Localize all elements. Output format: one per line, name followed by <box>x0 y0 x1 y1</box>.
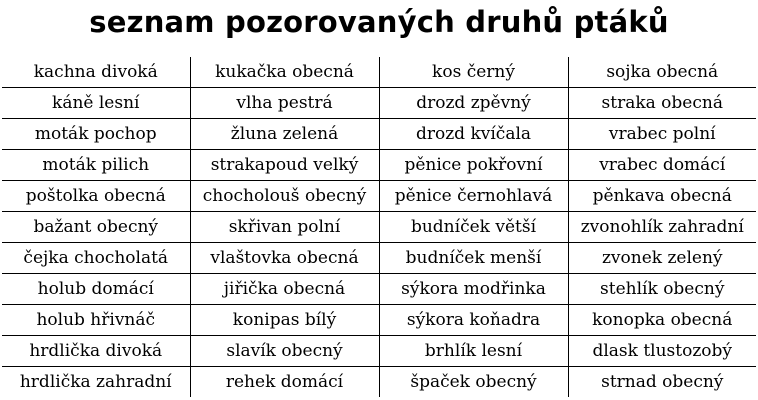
table-row <box>2 88 756 119</box>
table-row <box>2 243 756 274</box>
bird-species-cell: konopka obecná <box>568 305 756 336</box>
bird-species-cell: sojka obecná <box>568 57 756 88</box>
bird-species-cell: sýkora koňadra <box>379 305 568 336</box>
table-row <box>2 336 756 367</box>
bird-species-cell: strnad obecný <box>568 367 756 398</box>
bird-species-cell: stehlík obecný <box>568 274 756 305</box>
bird-species-cell: konipas bílý <box>190 305 379 336</box>
bird-species-cell: pěnice pokřovní <box>379 150 568 181</box>
table-row <box>2 367 756 398</box>
bird-species-cell: drozd kvíčala <box>379 119 568 150</box>
bird-species-cell: kachna divoká <box>33 62 158 82</box>
bird-species-cell: sýkora modřinka <box>379 274 568 305</box>
bird-species-cell: žluna zelená <box>190 119 379 150</box>
bird-species-cell: čejka chocholatá <box>2 243 190 274</box>
bird-species-cell: špaček obecný <box>379 367 568 398</box>
table-row <box>2 212 756 243</box>
bird-species-cell: holub hřivnáč <box>2 305 190 336</box>
bird-species-cell: vrabec polní <box>568 119 756 150</box>
bird-species-cell: hrdlička divoká <box>2 336 190 367</box>
bird-species-cell: chocholouš obecný <box>190 181 379 212</box>
bird-species-cell: vlaštovka obecná <box>190 243 379 274</box>
bird-species-cell: skřivan polní <box>190 212 379 243</box>
bird-species-cell: kos černý <box>379 57 568 88</box>
table-row <box>2 57 756 88</box>
bird-species-cell: holub domácí <box>2 274 190 305</box>
table-row <box>2 150 756 181</box>
bird-species-cell: káně lesní <box>2 88 190 119</box>
bird-species-rows <box>2 57 756 397</box>
bird-species-cell: drozd zpěvný <box>379 88 568 119</box>
bird-species-cell: brhlík lesní <box>379 336 568 367</box>
bird-species-cell: dlask tlustozobý <box>568 336 756 367</box>
bird-species-cell: zvonohlík zahradní <box>568 212 756 243</box>
bird-species-cell: pěnice černohlavá <box>379 181 568 212</box>
bird-species-table <box>2 57 756 397</box>
bird-species-cell: vrabec domácí <box>568 150 756 181</box>
bird-species-cell: zvonek zelený <box>568 243 756 274</box>
bird-species-cell: vlha pestrá <box>190 88 379 119</box>
bird-species-cell: hrdlička zahradní <box>2 367 190 398</box>
bird-species-cell: budníček větší <box>379 212 568 243</box>
table-row <box>2 119 756 150</box>
bird-species-cell: moták pochop <box>2 119 190 150</box>
bird-species-cell: rehek domácí <box>190 367 379 398</box>
bird-species-cell: poštolka obecná <box>2 181 190 212</box>
bird-species-cell: straka obecná <box>568 88 756 119</box>
bird-species-cell: bažant obecný <box>2 212 190 243</box>
bird-species-cell: moták pilich <box>2 150 190 181</box>
bird-species-cell: budníček menší <box>379 243 568 274</box>
bird-species-cell: pěnkava obecná <box>568 181 756 212</box>
bird-species-cell: slavík obecný <box>190 336 379 367</box>
table-row <box>2 305 756 336</box>
page-title: seznam pozorovaných druhů ptáků <box>89 5 669 39</box>
table-row <box>2 181 756 212</box>
bird-species-cell: jiřička obecná <box>190 274 379 305</box>
bird-species-cell: kukačka obecná <box>190 57 379 88</box>
bird-species-cell: strakapoud velký <box>190 150 379 181</box>
table-row <box>2 274 756 305</box>
